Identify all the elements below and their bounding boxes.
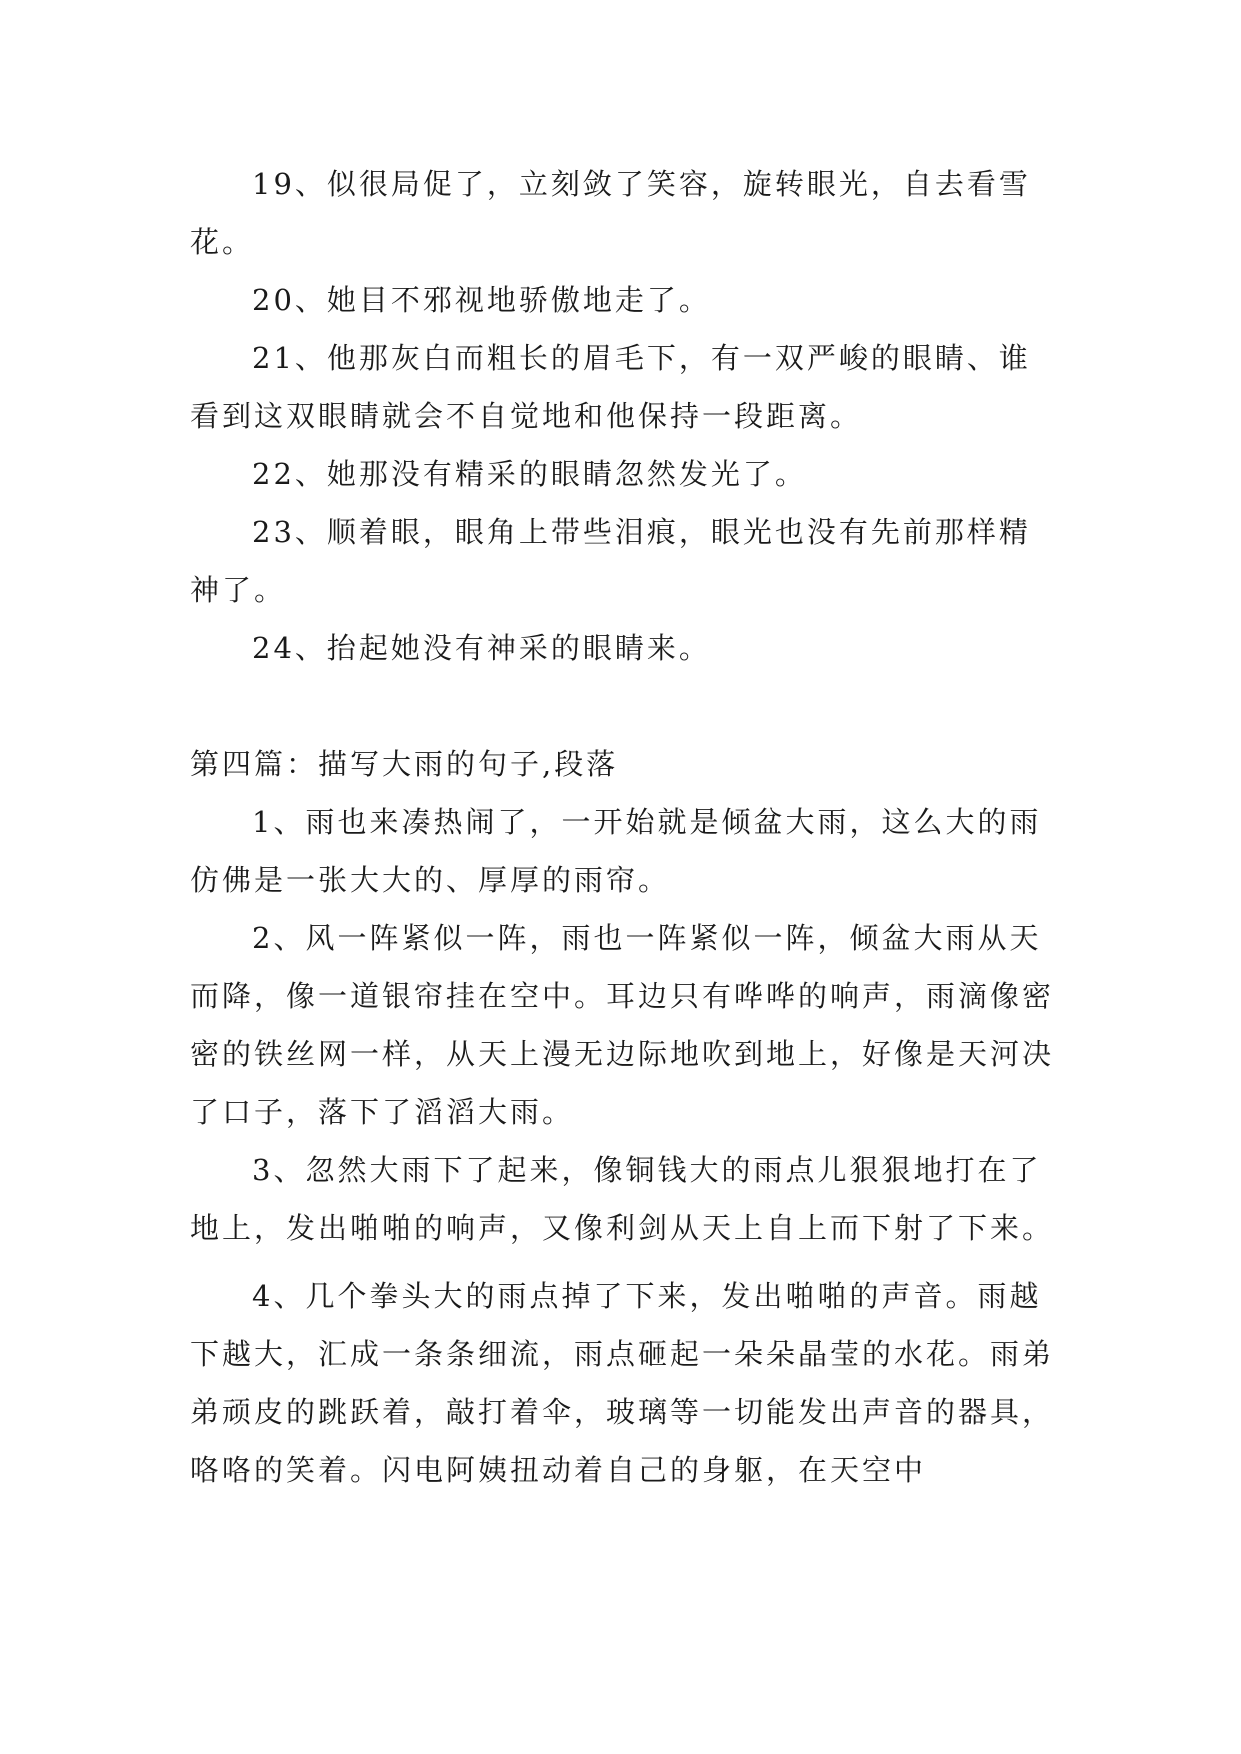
paragraph-24: 24、抬起她没有神采的眼睛来。 bbox=[252, 631, 711, 665]
paragraph-19: 19、似很局促了，立刻敛了笑容，旋转眼光，自去看雪花。 bbox=[190, 167, 1031, 259]
rain-paragraph-3: 3、忽然大雨下了起来，像铜钱大的雨点儿狠狠地打在了地上，发出啪啪的响声，又像利剑从天上自上而下射了下来。 bbox=[190, 1153, 1055, 1245]
rain-paragraph-2: 2、风一阵紧似一阵，雨也一阵紧似一阵，倾盆大雨从天而降，像一道银帘挂在空中。耳边只有哗哗的响声，雨滴像密密的铁丝网一样，从天上漫无边际地吹到地上，好像是天河决了口子，落下了滔滔大雨。 bbox=[190, 921, 1055, 1129]
paragraph-21: 21、他那灰白而粗长的眉毛下，有一双严峻的眼睛、谁看到这双眼睛就会不自觉地和他保持一段距离。 bbox=[190, 341, 1031, 433]
paragraph-20: 20、她目不邪视地骄傲地走了。 bbox=[252, 283, 711, 317]
paragraph-22: 22、她那没有精采的眼睛忽然发光了。 bbox=[252, 457, 807, 491]
rain-paragraph-1: 1、雨也来凑热闹了，一开始就是倾盆大雨，这么大的雨仿佛是一张大大的、厚厚的雨帘。 bbox=[190, 805, 1042, 897]
paragraph-23: 23、顺着眼，眼角上带些泪痕，眼光也没有先前那样精神了。 bbox=[190, 515, 1031, 607]
rain-paragraph-4: 4、几个拳头大的雨点掉了下来，发出啪啪的声音。雨越下越大，汇成一条条细流，雨点砸起一朵朵晶莹的水花。雨弟弟顽皮的跳跃着，敲打着伞，玻璃等一切能发出声音的器具，咯咯的笑着。闪电阿姨扭动着自己的身躯，在天空中 bbox=[190, 1279, 1055, 1487]
section-title: 第四篇：描写大雨的句子,段落 bbox=[190, 747, 619, 781]
document-body bbox=[190, 155, 1060, 1499]
